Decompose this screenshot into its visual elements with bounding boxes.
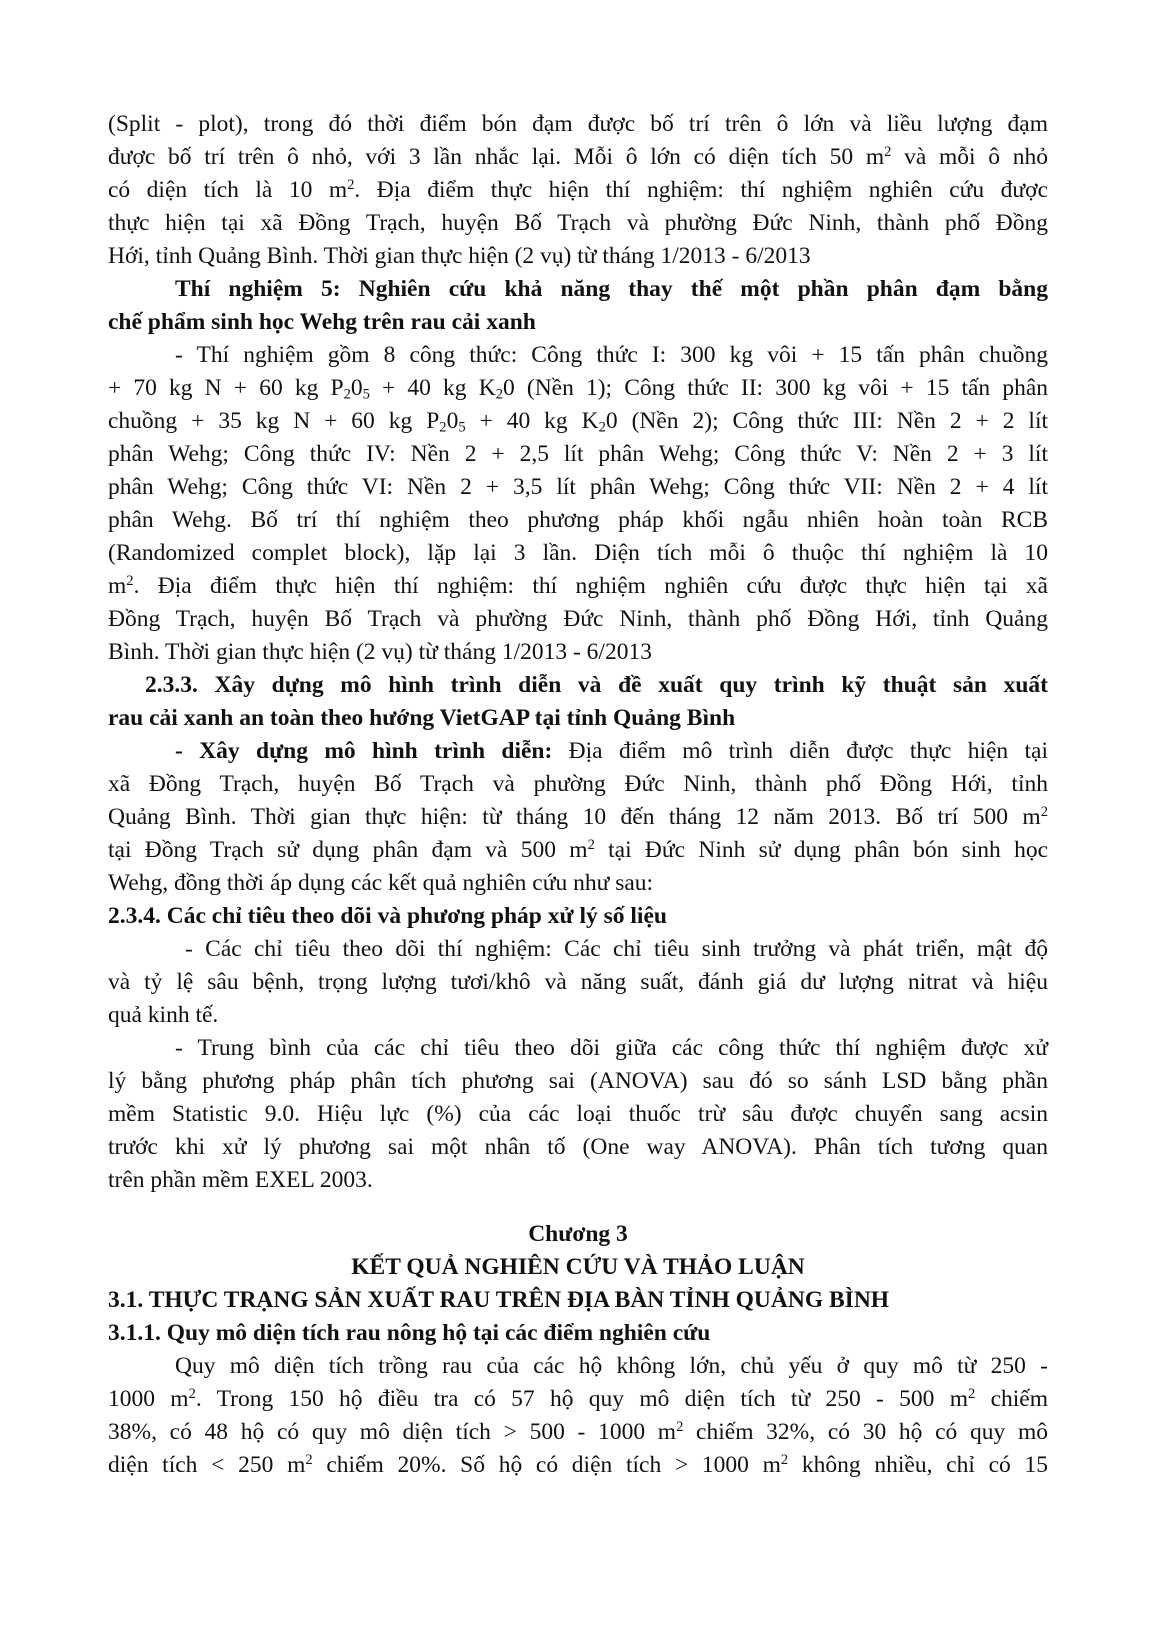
section-3-1-heading: 3.1. THỰC TRẠNG SẢN XUẤT RAU TRÊN ĐỊA BÀN TỈNH QUẢNG BÌNH	[108, 1287, 890, 1313]
paragraph-line: và tỷ lệ sâu bệnh, trọng lượng tươi/khô và năng suất, đánh giá dư lượng nitrat và hiệu	[108, 969, 1048, 995]
paragraph-line: mềm Statistic 9.0. Hiệu lực (%) của các loại thuốc trừ sâu được chuyển sang acsin	[108, 1101, 1048, 1127]
paragraph-line: thực hiện tại xã Đồng Trạch, huyện Bố Trạch và phường Đức Ninh, thành phố Đồng	[108, 210, 1048, 236]
paragraph-line: phân Wehg; Công thức VI: Nền 2 + 3,5 lít phân Wehg; Công thức VII: Nền 2 + 4 lít	[108, 474, 1048, 500]
paragraph-line: Bình. Thời gian thực hiện (2 vụ) từ tháng 1/2013 - 6/2013	[108, 639, 652, 665]
paragraph-line: phân Wehg; Công thức IV: Nền 2 + 2,5 lít phân Wehg; Công thức V: Nền 2 + 3 lít	[108, 441, 1048, 467]
paragraph-line: 1000 $m^2$. Trong 150 hộ điều tra có 57 hộ quy mô diện tích từ 250 - 500 $m^2$ chiếm	[108, 1386, 1048, 1412]
experiment-5-heading: Thí nghiệm 5: Nghiên cứu khả năng thay thế một phần phân đạm bằng	[175, 276, 1048, 302]
chapter-number: Chương 3	[528, 1221, 628, 1247]
paragraph-line: $m^2$. Địa điểm thực hiện thí nghiệm: thí nghiệm nghiên cứu được thực hiện tại xã	[108, 573, 1048, 599]
paragraph-line: lý bằng phương pháp phân tích phương sai (ANOVA) sau đó so sánh LSD bằng phần	[108, 1068, 1048, 1094]
paragraph-line: tại Đồng Trạch sử dụng phân đạm và 500 $m^2$ tại Đức Ninh sử dụng phân bón sinh học	[108, 837, 1048, 863]
section-2-3-4-heading: 2.3.4. Các chỉ tiêu theo dõi và phương pháp xử lý số liệu	[108, 903, 667, 929]
paragraph-line: (Split - plot), trong đó thời điểm bón đạm được bố trí trên ô lớn và liều lượng đạm	[108, 111, 1048, 137]
paragraph-line: chuồng + 35 kg N + 60 kg $P_20_5 + 40$ kg $K_20$ (Nền 2); Công thức III: Nền 2 + 2 lít	[108, 408, 1049, 436]
paragraph-line: quả kinh tế.	[108, 1002, 219, 1028]
chapter-title: KẾT QUẢ NGHIÊN CỨU VÀ THẢO LUẬN	[351, 1254, 805, 1280]
section-3-1-1-heading: 3.1.1. Quy mô diện tích rau nông hộ tại các điểm nghiên cứu	[108, 1320, 711, 1346]
paragraph-line: Wehg, đồng thời áp dụng các kết quả nghiên cứu như sau:	[108, 870, 654, 896]
paragraph-line: Hới, tỉnh Quảng Bình. Thời gian thực hiện (2 vụ) từ tháng 1/2013 - 6/2013	[108, 243, 811, 269]
paragraph-line: trước khi xử lý phương sai một nhân tố (One way ANOVA). Phân tích tương quan	[108, 1134, 1048, 1160]
paragraph-line: có diện tích là 10 $m^2$. Địa điểm thực hiện thí nghiệm: thí nghiệm nghiên cứu được	[108, 177, 1048, 203]
paragraph-line: - Trung bình của các chỉ tiêu theo dõi giữa các công thức thí nghiệm được xử	[175, 1035, 1048, 1061]
paragraph-line: trên phần mềm EXEL 2003.	[108, 1167, 373, 1193]
section-2-3-3-heading: 2.3.3. Xây dựng mô hình trình diễn và đề xuất quy trình kỹ thuật sản xuất	[145, 672, 1048, 698]
experiment-5-heading-cont: chế phẩm sinh học Wehg trên rau cải xanh	[108, 309, 536, 335]
paragraph-line: phân Wehg. Bố trí thí nghiệm theo phương pháp khối ngẫu nhiên hoàn toàn RCB	[108, 507, 1048, 533]
paragraph-line: Quảng Bình. Thời gian thực hiện: từ tháng 10 đến tháng 12 năm 2013. Bố trí 500 $m^2$	[108, 804, 1048, 830]
paragraph-line: Đồng Trạch, huyện Bố Trạch và phường Đức Ninh, thành phố Đồng Hới, tỉnh Quảng	[108, 606, 1048, 632]
paragraph-line: 38%, có 48 hộ có quy mô diện tích > 500 - 1000 $m^2$ chiếm 32%, có 30 hộ có quy mô	[108, 1419, 1048, 1445]
paragraph-line: - Các chỉ tiêu theo dõi thí nghiệm: Các chỉ tiêu sinh trưởng và phát triển, mật độ	[185, 936, 1048, 962]
paragraph-line: - Xây dựng mô hình trình diễn: Địa điểm mô trình diễn được thực hiện tại	[175, 738, 1049, 764]
paragraph-line: (Randomized complet block), lặp lại 3 lần. Diện tích mỗi ô thuộc thí nghiệm là 10	[108, 540, 1048, 566]
paragraph-line: diện tích < 250 $m^2$ chiếm 20%. Số hộ có diện tích > 1000 $m^2$ không nhiều, chỉ có 15	[108, 1452, 1048, 1478]
paragraph-line: xã Đồng Trạch, huyện Bố Trạch và phường Đức Ninh, thành phố Đồng Hới, tỉnh	[108, 771, 1048, 797]
section-2-3-3-heading-cont: rau cải xanh an toàn theo hướng VietGAP tại tỉnh Quảng Bình	[108, 705, 736, 731]
paragraph-line: + 70 kg N + 60 kg $P_20_5 + 40$ kg $K_20$ (Nền 1); Công thức II: 300 kg vôi + 15 tấn phân	[108, 375, 1049, 403]
paragraph-line: được bố trí trên ô nhỏ, với 3 lần nhắc lại. Mỗi ô lớn có diện tích 50 $m^2$ và mỗi ô nhỏ	[108, 144, 1048, 170]
paragraph-line: - Thí nghiệm gồm 8 công thức: Công thức I: 300 kg vôi + 15 tấn phân chuồng	[175, 342, 1048, 368]
paragraph-line: Quy mô diện tích trồng rau của các hộ không lớn, chủ yếu ở quy mô từ 250 -	[175, 1353, 1048, 1379]
